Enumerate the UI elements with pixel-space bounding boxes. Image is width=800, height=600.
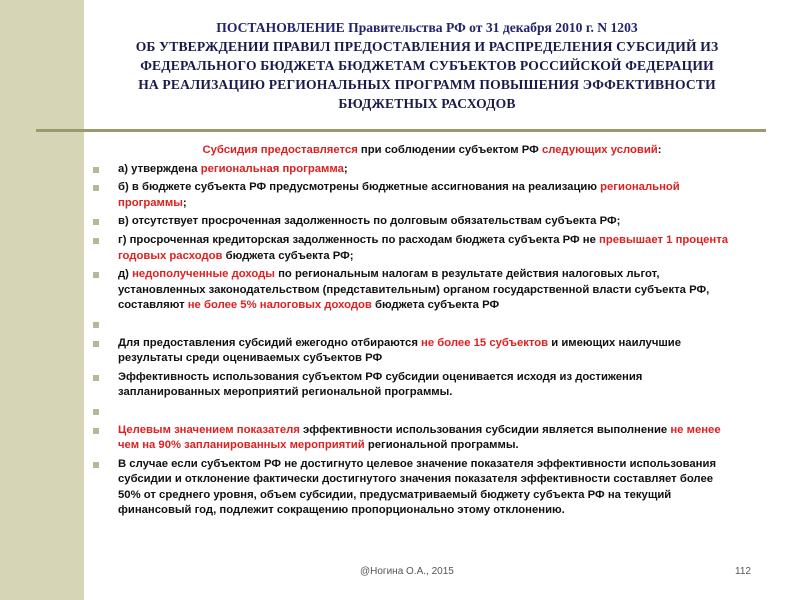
slide-content <box>92 143 732 522</box>
title-divider <box>36 129 766 132</box>
item-highlight: превышает 1 процента годовых расходов <box>118 233 729 262</box>
item-text: бюджета субъекта РФ <box>371 299 500 312</box>
bullet-icon <box>93 462 99 468</box>
item-highlight: недополученные доходы <box>132 268 275 281</box>
intro-red-1: Субсидия предоставляется <box>202 144 358 156</box>
item-text: а) утверждена <box>118 162 201 175</box>
bullet-icon <box>93 185 99 191</box>
list-item <box>92 457 732 519</box>
page-number: 112 <box>735 566 751 577</box>
bullet-icon <box>93 238 99 244</box>
item-text: б) в бюджете субъекта РФ предусмотрены бюджетные ассигнования на реализацию <box>118 181 601 194</box>
list-item <box>92 180 732 211</box>
list-item <box>92 267 732 314</box>
list-item <box>92 336 732 367</box>
intro-paragraph <box>92 143 732 159</box>
item-text: эффективности использования субсидии является выполнение <box>299 423 671 436</box>
intro-text-1: при соблюдении субъектом РФ <box>357 144 542 156</box>
conditions-list <box>92 162 732 519</box>
item-text: в) отсутствует просроченная задолженность по долговым обязательствам субъекта РФ; <box>118 215 621 228</box>
item-text: г) просроченная кредиторская задолженность по расходам бюджета субъекта РФ не <box>118 233 600 246</box>
item-text: ; <box>343 162 348 175</box>
item-highlight: региональной программы <box>118 181 680 209</box>
title-line-2: ОБ УТВЕРЖДЕНИИ ПРАВИЛ ПРЕДОСТАВЛЕНИЯ И РАСПРЕДЕЛЕНИЯ СУБСИДИЙ ИЗ <box>135 39 719 54</box>
list-item-empty <box>92 404 732 420</box>
item-highlight: не более 5% налоговых доходов <box>187 299 372 312</box>
item-text: В случае если субъектом РФ не достигнуто целевое значение показателя эффективности использования субсидии и отклонение фактически достигнутого значения показателя эффективности составляет более 50% от среднего уровня, объем субсидии, предусматриваемый бюджету субъекта РФ на текущий финансовый год, подлежит сокращению пропорционально этому отклонению. <box>118 457 717 517</box>
list-item <box>92 233 732 264</box>
bullet-icon <box>93 428 99 434</box>
item-text: ; <box>182 196 187 209</box>
item-text: по региональным налогам в результате действия налоговых льгот, установленных законодательством (представительным) органом государственной власти субъекта РФ, составляют <box>118 268 710 312</box>
title-line-5: БЮДЖЕТНЫХ РАСХОДОВ <box>338 96 516 111</box>
item-text: Эффективность использования субъектом РФ субсидии оценивается исходя из достижения запланированных мероприятий региональной программы. <box>118 370 643 399</box>
list-item <box>92 370 732 401</box>
item-highlight: Целевым значением показателя <box>118 423 300 436</box>
footer-author: @Ногина О.А., 2015 <box>360 566 454 577</box>
item-text: и имеющих наилучшие результаты среди оцениваемых субъектов РФ <box>118 336 682 365</box>
title-line-3: ФЕДЕРАЛЬНОГО БЮДЖЕТА БЮДЖЕТАМ СУБЪЕКТОВ РОССИЙСКОЙ ФЕДЕРАЦИИ <box>140 58 714 73</box>
page-title <box>92 18 762 113</box>
item-highlight: региональная программа <box>200 162 344 175</box>
intro-text-2: : <box>657 144 662 156</box>
item-highlight: не более 15 субъектов <box>421 336 549 349</box>
list-item-empty <box>92 317 732 333</box>
item-text: региональной программы. <box>364 439 519 452</box>
title-line-4: НА РЕАЛИЗАЦИЮ РЕГИОНАЛЬНЫХ ПРОГРАММ ПОВЫШЕНИЯ ЭФФЕКТИВНОСТИ <box>138 77 716 92</box>
list-item <box>92 214 732 230</box>
bullet-icon <box>93 219 99 225</box>
bullet-icon <box>93 167 99 173</box>
item-text: бюджета субъекта РФ; <box>222 249 354 262</box>
bullet-icon <box>93 272 99 278</box>
title-line-1: ПОСТАНОВЛЕНИЕ Правительства РФ от 31 декабря 2010 г. N 1203 <box>216 20 638 35</box>
bullet-icon <box>93 375 99 381</box>
item-highlight: не менее чем на 90% запланированных мероприятий <box>118 423 721 452</box>
bullet-icon <box>93 341 99 347</box>
list-item <box>92 162 732 178</box>
intro-red-2: следующих условий <box>541 144 658 156</box>
item-text: д) <box>118 268 133 281</box>
bullet-icon <box>93 409 99 415</box>
bullet-icon <box>93 322 99 328</box>
decorative-side-band <box>0 0 84 600</box>
list-item <box>92 423 732 454</box>
item-text: Для предоставления субсидий ежегодно отбираются <box>118 336 422 349</box>
